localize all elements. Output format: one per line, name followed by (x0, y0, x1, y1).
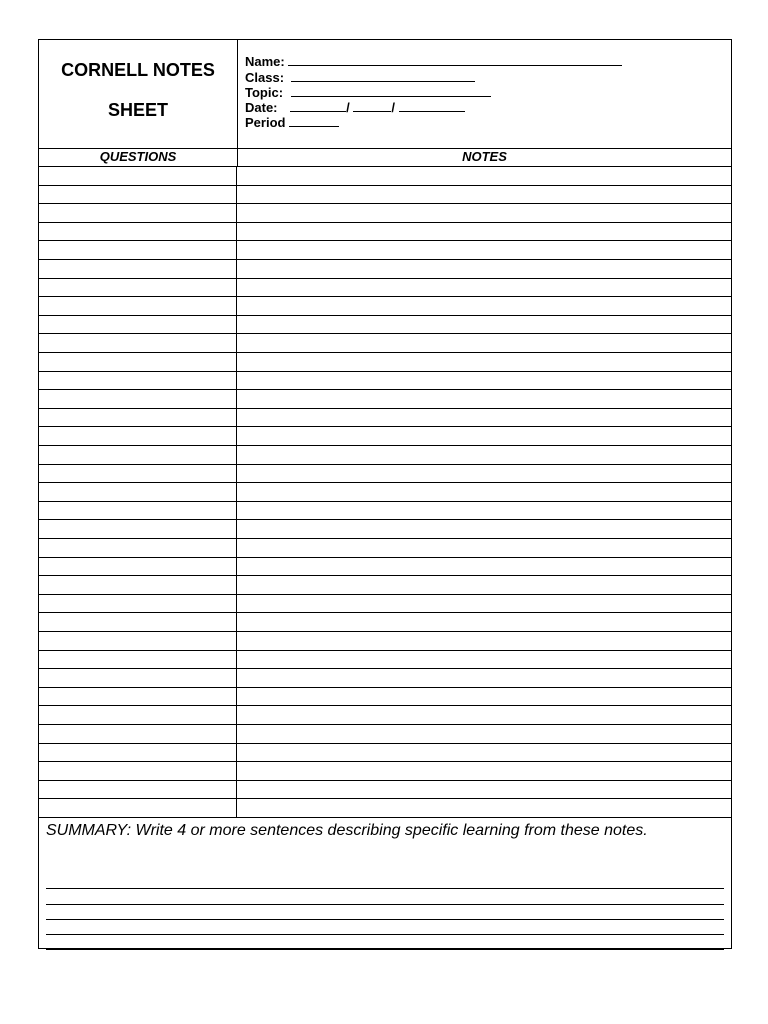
question-cell[interactable] (39, 651, 237, 669)
question-cell[interactable] (39, 799, 237, 817)
note-row (39, 240, 731, 259)
notes-cell[interactable] (238, 688, 731, 706)
title-line-1: CORNELL NOTES (61, 60, 215, 80)
note-row (39, 519, 731, 538)
questions-column-header: QUESTIONS (39, 148, 238, 166)
date-day-blank[interactable] (353, 100, 391, 112)
question-cell[interactable] (39, 223, 237, 241)
question-cell[interactable] (39, 316, 237, 334)
notes-cell[interactable] (238, 241, 731, 259)
notes-cell[interactable] (238, 613, 731, 631)
note-row (39, 687, 731, 706)
notes-cell[interactable] (238, 669, 731, 687)
notes-cell[interactable] (238, 446, 731, 464)
notes-cell[interactable] (238, 204, 731, 222)
title-line-2: SHEET (107, 100, 168, 120)
class-label: Class: (245, 70, 285, 85)
question-cell[interactable] (39, 446, 237, 464)
note-row (39, 389, 731, 408)
notes-cell[interactable] (238, 539, 731, 557)
note-row (39, 650, 731, 669)
summary-line[interactable] (46, 888, 724, 889)
question-cell[interactable] (39, 334, 237, 352)
notes-cell[interactable] (238, 167, 731, 185)
question-cell[interactable] (39, 167, 237, 185)
question-cell[interactable] (39, 279, 237, 297)
notes-cell[interactable] (238, 390, 731, 408)
question-cell[interactable] (39, 427, 237, 445)
notes-cell[interactable] (238, 279, 731, 297)
notes-cell[interactable] (238, 334, 731, 352)
notes-cell[interactable] (238, 799, 731, 817)
date-separator-1: / (346, 100, 350, 115)
note-row (39, 296, 731, 315)
note-row (39, 761, 731, 780)
notes-cell[interactable] (238, 781, 731, 799)
note-row (39, 203, 731, 222)
notes-cell[interactable] (238, 316, 731, 334)
note-rows (39, 166, 731, 817)
question-cell[interactable] (39, 502, 237, 520)
date-field[interactable] (245, 100, 465, 115)
period-label: Period (245, 115, 286, 130)
notes-cell[interactable] (238, 186, 731, 204)
note-row (39, 557, 731, 576)
notes-cell[interactable] (238, 502, 731, 520)
notes-cell[interactable] (238, 632, 731, 650)
notes-cell[interactable] (238, 595, 731, 613)
question-cell[interactable] (39, 353, 237, 371)
notes-cell[interactable] (238, 576, 731, 594)
class-blank[interactable] (291, 70, 475, 82)
summary-line[interactable] (46, 919, 724, 920)
note-row (39, 780, 731, 799)
note-row (39, 352, 731, 371)
sheet-header (39, 40, 731, 149)
date-year-blank[interactable] (399, 100, 465, 112)
notes-cell[interactable] (238, 223, 731, 241)
question-cell[interactable] (39, 372, 237, 390)
note-row (39, 464, 731, 483)
note-row (39, 166, 731, 185)
question-cell[interactable] (39, 539, 237, 557)
question-cell[interactable] (39, 613, 237, 631)
question-cell[interactable] (39, 632, 237, 650)
name-blank[interactable] (288, 54, 564, 66)
question-cell[interactable] (39, 390, 237, 408)
note-row (39, 668, 731, 687)
summary-section (39, 817, 731, 949)
question-cell[interactable] (39, 725, 237, 743)
question-cell[interactable] (39, 297, 237, 315)
note-row (39, 631, 731, 650)
question-cell[interactable] (39, 409, 237, 427)
question-cell[interactable] (39, 204, 237, 222)
summary-line[interactable] (46, 904, 724, 905)
period-field[interactable] (245, 115, 339, 130)
period-blank[interactable] (289, 115, 339, 127)
class-field[interactable] (245, 70, 475, 85)
name-blank-extension[interactable] (564, 54, 622, 66)
note-row (39, 222, 731, 241)
notes-cell[interactable] (238, 372, 731, 390)
date-separator-2: / (391, 100, 396, 115)
question-cell[interactable] (39, 744, 237, 762)
note-row (39, 315, 731, 334)
notes-cell[interactable] (238, 744, 731, 762)
note-row (39, 482, 731, 501)
question-cell[interactable] (39, 260, 237, 278)
question-cell[interactable] (39, 241, 237, 259)
notes-cell[interactable] (238, 427, 731, 445)
note-row (39, 705, 731, 724)
question-cell[interactable] (39, 688, 237, 706)
question-cell[interactable] (39, 483, 237, 501)
note-row (39, 798, 731, 817)
topic-label: Topic: (245, 85, 284, 100)
question-cell[interactable] (39, 465, 237, 483)
question-cell[interactable] (39, 669, 237, 687)
date-month-blank[interactable] (290, 100, 346, 112)
cornell-notes-sheet (38, 39, 732, 949)
question-cell[interactable] (39, 520, 237, 538)
note-row (39, 612, 731, 631)
notes-cell[interactable] (238, 651, 731, 669)
notes-cell[interactable] (238, 520, 731, 538)
notes-cell[interactable] (238, 353, 731, 371)
note-row (39, 538, 731, 557)
note-row (39, 259, 731, 278)
summary-line[interactable] (46, 949, 724, 950)
question-cell[interactable] (39, 558, 237, 576)
date-label: Date: (245, 100, 278, 115)
note-row (39, 333, 731, 352)
note-row (39, 594, 731, 613)
question-cell[interactable] (39, 781, 237, 799)
name-label: Name: (245, 54, 285, 69)
notes-cell[interactable] (238, 725, 731, 743)
title-cell (39, 40, 238, 148)
note-row (39, 185, 731, 204)
note-row (39, 426, 731, 445)
notes-cell[interactable] (238, 297, 731, 315)
notes-cell[interactable] (238, 483, 731, 501)
question-cell[interactable] (39, 576, 237, 594)
summary-label: SUMMARY: Write 4 or more sentences describing specific learning from these notes. (46, 822, 648, 839)
note-row (39, 445, 731, 464)
question-cell[interactable] (39, 762, 237, 780)
notes-cell[interactable] (238, 409, 731, 427)
question-cell[interactable] (39, 595, 237, 613)
note-row (39, 724, 731, 743)
note-row (39, 408, 731, 427)
note-row (39, 743, 731, 762)
notes-cell[interactable] (238, 558, 731, 576)
notes-column-header: NOTES (462, 149, 507, 164)
note-row (39, 278, 731, 297)
notes-cell[interactable] (238, 762, 731, 780)
notes-cell[interactable] (238, 706, 731, 724)
note-row (39, 501, 731, 520)
notes-cell[interactable] (238, 260, 731, 278)
note-row (39, 371, 731, 390)
notes-cell[interactable] (238, 465, 731, 483)
question-cell[interactable] (39, 706, 237, 724)
name-field[interactable] (245, 54, 622, 69)
summary-line[interactable] (46, 934, 724, 935)
topic-field[interactable] (245, 85, 491, 100)
note-row (39, 575, 731, 594)
topic-blank[interactable] (291, 85, 491, 97)
question-cell[interactable] (39, 186, 237, 204)
